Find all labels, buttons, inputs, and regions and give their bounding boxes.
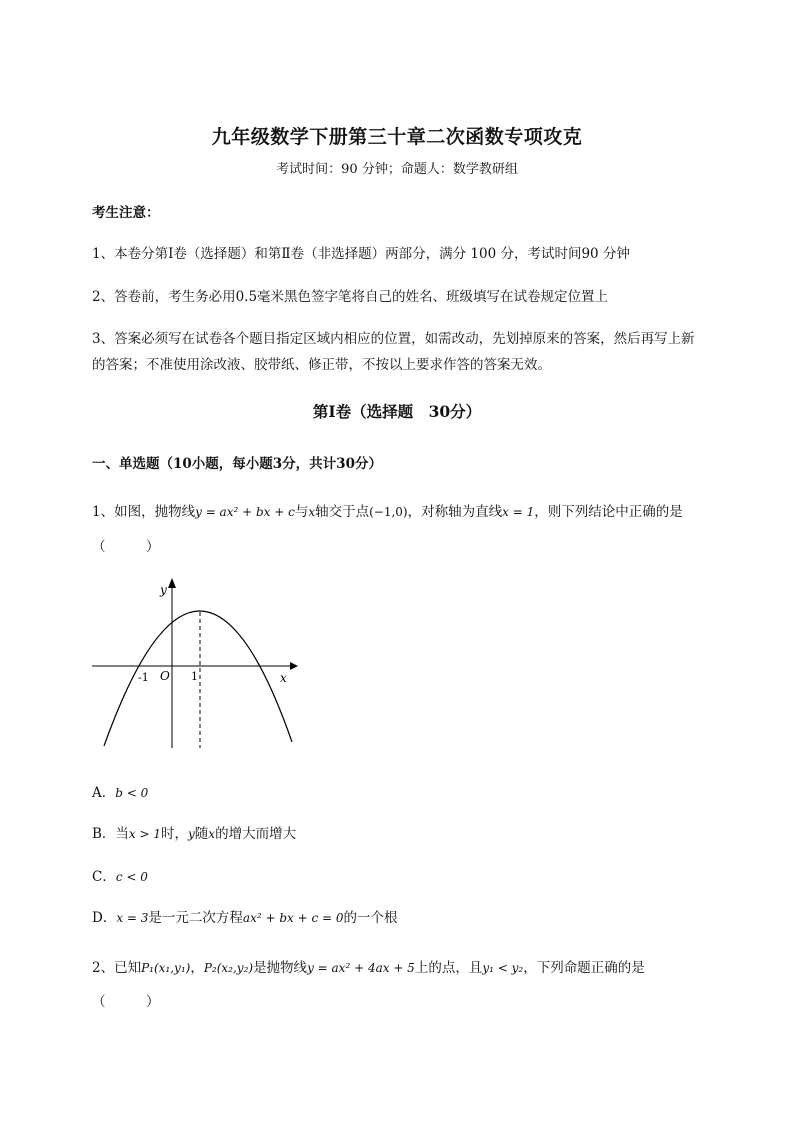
- option-b-mid: 时，: [161, 826, 189, 842]
- page-title: 九年级数学下册第三十章二次函数专项攻克: [211, 126, 583, 148]
- q1-prefix: 1、如图，抛物线: [92, 504, 196, 520]
- parabola-graph: [92, 574, 302, 754]
- y-axis-label: y: [160, 583, 167, 597]
- exam-info: 考试时间：90 分钟；命题人：数学教研组: [276, 162, 518, 177]
- q1-mid2: 轴交于点: [315, 504, 370, 520]
- option-b-label: B．当: [92, 826, 129, 842]
- q1-var-x: x: [308, 505, 316, 519]
- notice-heading: 考生注意：: [92, 205, 160, 221]
- notice-item-1: 1、本卷分第Ⅰ卷（选择题）和第Ⅱ卷（非选择题）两部分，满分 100 分，考试时间90 分钟: [92, 246, 630, 262]
- option-a[interactable]: [92, 781, 148, 801]
- q1-equation: y = ax² + bx + c: [195, 505, 295, 519]
- question-2-stem: [92, 956, 645, 976]
- q1-suffix: ，则下列结论中正确的是: [534, 504, 683, 520]
- option-c[interactable]: [92, 865, 148, 885]
- option-b-mid2: 随: [194, 826, 209, 842]
- option-a-expr: b < 0: [115, 786, 149, 800]
- option-d-suffix: 的一个根: [343, 910, 398, 926]
- option-d-expr2: ax² + bx + c = 0: [242, 911, 344, 925]
- option-d[interactable]: [92, 906, 398, 926]
- option-c-label: C．: [92, 869, 116, 885]
- q2-prefix: 2、已知: [92, 960, 142, 976]
- section-title: 第Ⅰ卷（选择题 30分）: [312, 402, 482, 421]
- q2-mid: 是抛物线: [253, 960, 308, 976]
- option-d-expr1: x = 3: [116, 911, 149, 925]
- x-axis-arrow: [290, 662, 298, 670]
- option-d-mid: 是一元二次方程: [148, 910, 243, 926]
- x-axis-label: x: [280, 671, 287, 685]
- option-b-expr: x > 1: [128, 827, 162, 841]
- option-b-x: x: [208, 827, 216, 841]
- q2-suffix: ，下列命题正确的是: [523, 960, 645, 976]
- y-axis-arrow: [168, 578, 176, 588]
- tick-label-1: 1: [191, 670, 198, 683]
- question-1-stem: [92, 500, 683, 520]
- q2-answer-paren: （ ）: [92, 994, 160, 1010]
- q2-point-1: P₁(x₁,y₁): [141, 961, 191, 975]
- q2-mid2: 上的点，且: [414, 960, 483, 976]
- q1-axis-eq: x = 1: [502, 505, 535, 519]
- q1-answer-paren: （ ）: [92, 539, 160, 555]
- q1-mid1: 与: [294, 504, 309, 520]
- q2-equation: y = ax² + 4ax + 5: [307, 961, 415, 975]
- option-b-suffix: 的增大而增大: [215, 826, 297, 842]
- option-b[interactable]: [92, 822, 296, 842]
- notice-item-3: 3、答案必须写在试卷各个题目指定区域内相应的位置，如需改动，先划掉原来的答案，然后再写上新: [92, 331, 695, 347]
- part-title: 一、单选题（10小题，每小题3分，共计30分）: [92, 456, 382, 472]
- notice-item-2: 2、答卷前，考生务必用0.5毫米黑色签字笔将自己的姓名、班级填写在试卷规定位置上: [92, 289, 609, 305]
- q1-mid3: ，对称轴为直线: [407, 504, 503, 520]
- option-c-expr: c < 0: [115, 870, 148, 884]
- origin-label: O: [160, 669, 170, 683]
- q1-point: (−1,0): [369, 505, 408, 519]
- option-d-label: D．: [92, 910, 117, 926]
- q2-point-2: P₂(x₂,y₂): [203, 961, 254, 975]
- q2-condition: y₁ < y₂: [482, 961, 524, 975]
- tick-label-neg1: -1: [138, 671, 149, 684]
- parabola-curve: [104, 611, 292, 746]
- q2-sep: ，: [190, 960, 204, 976]
- option-b-y: y: [188, 827, 195, 841]
- option-a-label: A．: [92, 785, 116, 801]
- notice-item-3-cont: 的答案；不准使用涂改液、胶带纸、修正带，不按以上要求作答的答案无效。: [92, 357, 551, 373]
